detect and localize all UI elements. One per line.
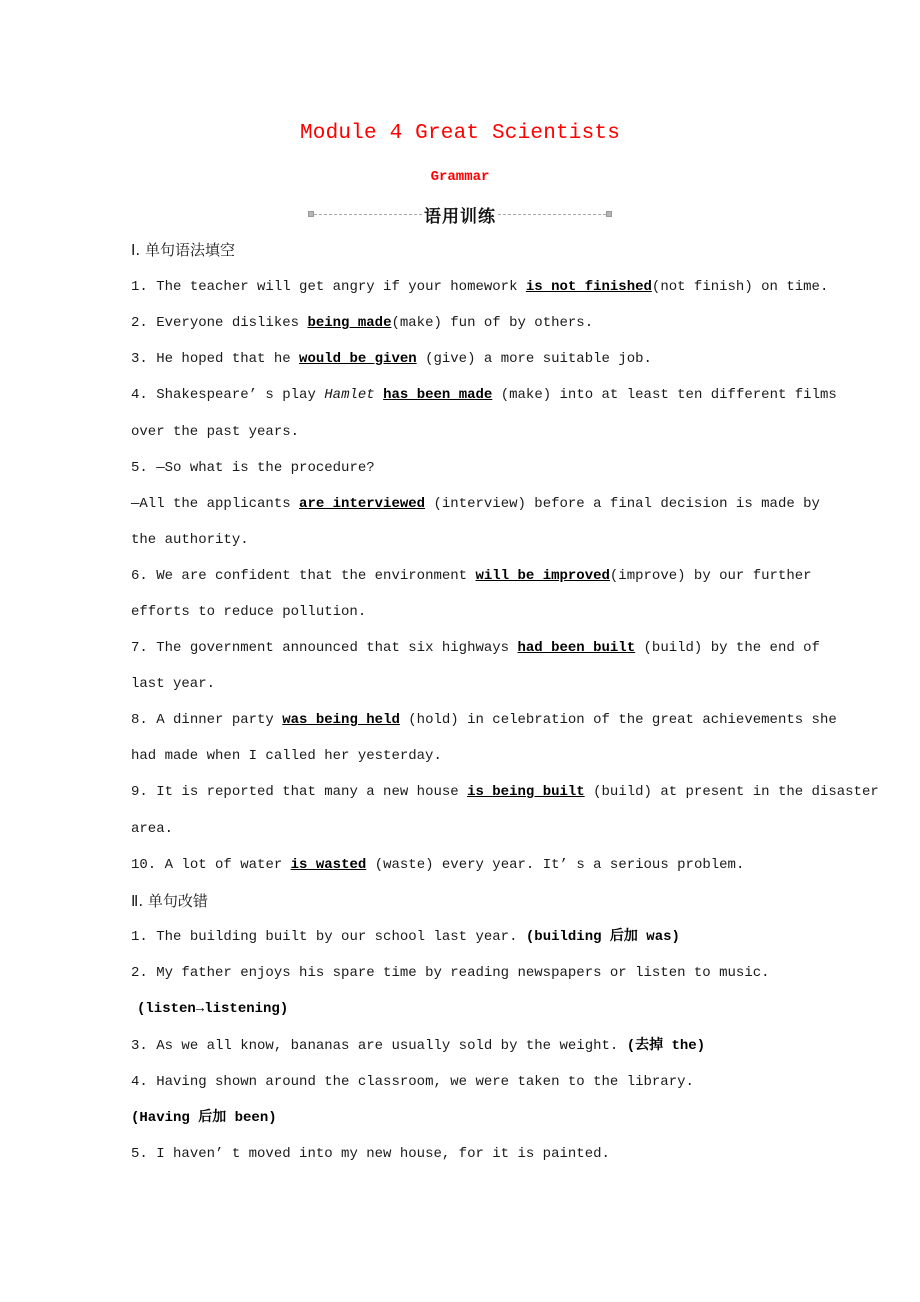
item-text: (not finish) on time. <box>651 279 829 295</box>
divider-line <box>498 214 606 215</box>
section-heading-fill-in: Ⅰ. 单句语法填空 <box>131 241 235 259</box>
answer-text: is being built <box>467 784 585 800</box>
correction-item-4-answer <box>131 1108 791 1128</box>
item-text: We are confident that the environment <box>156 568 468 584</box>
correction-text: (listen→listening) <box>137 1001 289 1017</box>
item-continuation: area. <box>131 821 174 837</box>
exercise-item-5 <box>131 458 791 478</box>
italic-title: Hamlet <box>324 387 375 403</box>
item-text: I haven’ t moved into my new house, for it is painted. <box>156 1146 610 1162</box>
item-text: The building built by our school last year. <box>156 929 518 945</box>
correction-item-4 <box>131 1072 791 1092</box>
item-number: 3. <box>131 351 148 367</box>
item-number: 1. <box>131 929 148 945</box>
section-banner <box>308 203 612 225</box>
item-number: 7. <box>131 640 148 656</box>
correction-item-2-answer <box>137 999 797 1019</box>
item-text: —So what is the procedure? <box>156 460 375 476</box>
exercise-item-10 <box>131 855 791 875</box>
item-number: 1. <box>131 279 148 295</box>
item-text: (build) at present in the disaster <box>593 784 879 800</box>
item-number: 2. <box>131 965 148 981</box>
item-text: Shakespeare’ s play <box>156 387 316 403</box>
exercise-item-6 <box>131 566 812 586</box>
item-continuation: last year. <box>131 676 216 692</box>
divider-line <box>314 214 422 215</box>
item-continuation: had made when I called her yesterday. <box>131 748 442 764</box>
correction-item-1 <box>131 927 791 947</box>
exercise-item-8 <box>131 710 837 730</box>
item-text: (waste) every year. It’ s a serious problem. <box>374 857 745 873</box>
exercise-item-4 <box>131 385 837 405</box>
item-continuation: the authority. <box>131 532 249 548</box>
item-text: (hold) in celebration of the great achievements she <box>408 712 837 728</box>
item-text: The teacher will get angry if your homework <box>156 279 518 295</box>
banner-label: 语用训练 <box>424 206 496 227</box>
item-number: 3. <box>131 1038 148 1054</box>
item-text: (make) into at least ten different films <box>500 387 837 403</box>
answer-text: has been made <box>383 387 493 403</box>
item-number: 4. <box>131 1074 148 1090</box>
item-text: A dinner party <box>156 712 274 728</box>
item-number: 2. <box>131 315 148 331</box>
exercise-item-2 <box>131 313 791 333</box>
answer-text: was being held <box>282 712 400 728</box>
item-text: (give) a more suitable job. <box>425 351 652 367</box>
answer-text: is not finished <box>525 279 652 295</box>
answer-text: is wasted <box>290 857 367 873</box>
correction-item-3 <box>131 1036 791 1056</box>
item-text: As we all know, bananas are usually sold by the weight. <box>156 1038 619 1054</box>
item-text: (make) fun of by others. <box>391 315 594 331</box>
item-text: The government announced that six highways <box>156 640 510 656</box>
item-number: 10. <box>131 857 157 873</box>
answer-text: being made <box>307 315 392 331</box>
item-text: A lot of water <box>164 857 283 873</box>
item-number: 6. <box>131 568 148 584</box>
exercise-item-7 <box>131 638 820 658</box>
item-number: 8. <box>131 712 148 728</box>
item-text: Having shown around the classroom, we were taken to the library. <box>156 1074 694 1090</box>
page-title: Module 4 Great Scientists <box>299 122 621 145</box>
item-continuation: efforts to reduce pollution. <box>131 604 367 620</box>
correction-text: (Having 后加 been) <box>131 1110 277 1126</box>
correction-text: (去掉 the) <box>626 1038 706 1054</box>
answer-text: are interviewed <box>299 496 426 512</box>
item-number: 5. <box>131 1146 148 1162</box>
item-number: 5. <box>131 460 148 476</box>
exercise-item-5-response <box>131 494 820 514</box>
item-text: —All the applicants <box>131 496 291 512</box>
item-text: My father enjoys his spare time by reading newspapers or listen to music. <box>156 965 770 981</box>
correction-text: (building 后加 was) <box>525 929 680 945</box>
correction-item-5 <box>131 1144 791 1164</box>
exercise-item-3 <box>131 349 791 369</box>
divider-end-square-icon <box>606 211 612 217</box>
answer-text: had been built <box>517 640 636 656</box>
answer-text: will be improved <box>475 568 610 584</box>
item-text: Everyone dislikes <box>156 315 300 331</box>
page-subtitle: Grammar <box>430 169 490 185</box>
item-continuation: over the past years. <box>131 424 300 440</box>
item-text: It is reported that many a new house <box>156 784 459 800</box>
answer-text: would be given <box>299 351 417 367</box>
exercise-item-1 <box>131 277 829 297</box>
exercise-item-9 <box>131 782 879 802</box>
item-text: (improve) by our further <box>609 568 812 584</box>
item-text: He hoped that he <box>156 351 291 367</box>
section-heading-error-correction: Ⅱ. 单句改错 <box>131 892 208 910</box>
item-text: (interview) before a final decision is made by <box>433 496 820 512</box>
item-number: 4. <box>131 387 148 403</box>
item-text: (build) by the end of <box>643 640 820 656</box>
item-number: 9. <box>131 784 148 800</box>
correction-item-2 <box>131 963 791 983</box>
